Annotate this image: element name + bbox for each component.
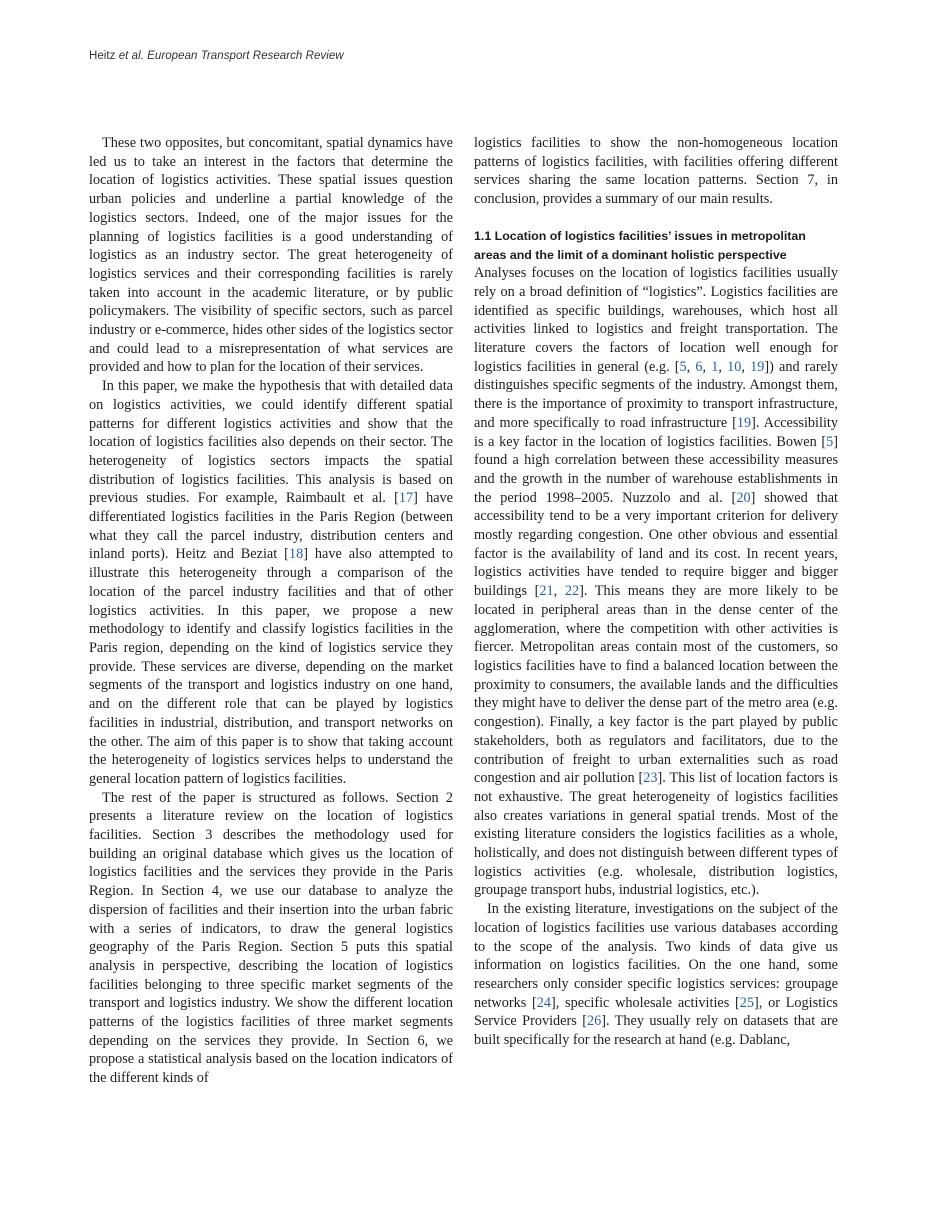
section-heading-1-1: 1.1 Location of logistics facilities’ issues in metropolitan areas and the limit of a dominant holistic perspective <box>474 228 806 262</box>
citation-link[interactable]: 6 <box>695 358 703 375</box>
citation-link[interactable]: 21 <box>539 583 554 600</box>
paragraph-existing-literature <box>474 900 838 1050</box>
text-segment: ]. This means they are more likely to be located in peripheral areas than in the dense center of the agglomeration, where the competition with other activities is fiercer. Metropolitan areas contain most of the customers, so logistics facilities have to find a balanced location between the proximity to consumers, the available lands and the difficulties they might have to deliver the dense part of the metro area (e.g. congestion). Finally, a key factor is the part played by public stakeholders, both as regulators and facilitators, due to the contribution of freight to urban externalities such as road congestion and air pollution [ <box>474 583 839 787</box>
running-header <box>89 50 344 62</box>
citation-link[interactable]: 17 <box>398 490 414 507</box>
text-segment: In the existing literature, investigations on the subject of the location of logistics facilities use various databases according to the scope of the analysis. Two kinds of data give us information on logistics facilities. On the one hand, some researchers only consider specific logistics services: groupage networks [ <box>474 901 838 1011</box>
paragraph-structure: The rest of the paper is structured as follows. Section 2 presents a literature review on the location of logistics facilities. Section 3 describes the methodology used for building an original database which gives us the location of logistics facilities and the services they provide in the Paris Region. In Section 4, we use our database to analyze the dispersion of facilities and their insertion into the urban fabric with a series of indicators, to draw the general logistics geography of the Paris Region. Section 5 puts this spatial analysis in perspective, describing the location of logistics facilities belonging to three specific market segments of the transport and logistics industry. We show the different location patterns of the logistics facilities of three market segments depending on the services they provide. In Section 6, we propose a statistical analysis based on the location indicators of the different kinds of <box>89 789 453 1087</box>
text-segment: Analyses focuses on the location of logistics facilities usually rely on a broad definition of “logistics”. Logistics facilities are identified as specific buildings, warehouses, which host all activities linked to logistics and freight transportation. The literature covers the factors of location well enough for logistics facilities in general (e.g. [ <box>474 265 838 375</box>
text-segment: In this paper, we make the hypothesis that with detailed data on logistics activities, we could identify different spatial patterns for different logistics activities and show that the location of logistics facilities also depends on their sector. The heterogeneity of logistics sectors impacts the spatial distribution of logistics facilities. This analysis is based on previous studies. For example, Raimbault et al. [ <box>89 378 453 507</box>
paragraph-intro-spatial-dynamics: These two opposites, but concomitant, spatial dynamics have led us to take an interest in the factors that determine the location of logistics activities. These spatial issues question urban policies and underline a partial knowledge of the logistics sectors. Indeed, one of the major issues for the planning of logistics facilities is a good understanding of logistics as an industry sector. The great heterogeneity of logistics services and their corresponding facilities is rarely taken into account in the academic literature, or by public policymakers. The visibility of specific sectors, such as parcel industry or e-commerce, hides other sides of the logistics sector and could lead to a misrepresentation of what services are provided and how to plan for the location of their services. <box>89 135 453 376</box>
citation-link[interactable]: 5 <box>826 433 834 450</box>
citation-link[interactable]: 22 <box>564 583 580 600</box>
citation-link[interactable]: 10 <box>727 358 742 375</box>
left-column <box>89 134 453 1088</box>
text-segment: ]) and rarely distinguishes specific segments of the industry. Amongst them, there is the importance of proximity to transport infrastructure, and more specifically to road infrastructure [ <box>474 358 839 431</box>
paragraph-location-factors: Analyses focuses on the location of logistics facilities usually rely on a broad definition of “logistics”. Logistics facilities are identified as specific buildings, warehouses, which host all activities linked to logistics and freight transportation. The literature covers the factors of location well enough for logistics facilities in general (e.g. [5, 6, 1, 10, 19]) and rarely distinguishes specific segments of the industry. Amongst them, there is the importance of proximity to transport infrastructure, and more specifically to road infrastructure [19]. Accessibility is a key factor in the location of logistics facilities. Bowen [5] found a high correlation between these accessibility measures and the growth in the number of warehouse establishments in the period 1998–2005. Nuzzolo and al. [20] showed that accessibility tend to be a very important criterion for delivery mostly regarding congestion. One other obvious and essential factor is the availability of land and its cost. In recent years, logistics activities have tended to require bigger and bigger buildings [21, 22]. This means they are more likely to be located in peripheral areas than in the dense center of the agglomeration, where the competition with other activities is fiercer. Metropolitan areas contain most of the customers, so logistics facilities have to find a balanced location between the proximity to consumers, the available lands and the difficulties they might have to deliver the dense part of the metro area (e.g. congestion). Finally, a key factor is the part played by public stakeholders, both as regulators and facilitators, due to the contribution of freight to urban externalities such as road congestion and air pollution [23]. This list of location factors is not exhaustive. The great heterogeneity of logistics facilities also creates variations in general spatial trends. Most of the existing literature considers the logistics facilities as a whole, holistically, and does not distinguish between different types of logistics activities (e.g. wholesale, distribution logistics, groupage transport hubs, industrial logistics, etc.). <box>474 265 839 899</box>
citation-link[interactable]: 19 <box>750 358 765 375</box>
header-author: Heitz <box>89 50 119 62</box>
citation-link[interactable]: 20 <box>736 489 751 506</box>
paragraph-hypothesis <box>89 377 453 788</box>
citation-link[interactable]: 23 <box>643 770 658 787</box>
citation-link[interactable]: 18 <box>288 546 304 563</box>
paragraph-continuation: logistics facilities to show the non-homogeneous location patterns of logistics facilities, with facilities offering different services sharing the same location patterns. Section 7, in conclusion, provides a summary of our main results. <box>474 135 838 208</box>
citation-link[interactable]: 24 <box>536 994 551 1011</box>
text-segment: ] have differentiated logistics facilities in the Paris Region (between what they call the parcel industry, distribution centers and inland ports). Heitz and Beziat [ <box>89 490 453 563</box>
text-segment: ] found a high correlation between these accessibility measures and the growth in the number of warehouse establishments in the period 1998–2005. Nuzzolo and al. [ <box>474 433 838 506</box>
header-journal: European Transport Research Review <box>143 50 344 62</box>
text-segment: ], specific wholesale activities [ <box>551 994 740 1011</box>
text-segment: ] have also attempted to illustrate this heterogeneity through a comparison of the location of the parcel industry facilities and that of other logistics activities. In this paper, we propose a new methodology to identify and classify logistics facilities in the Paris region, depending on the kind of logistics service they provide. These services are diverse, depending on the market segments of the transport and logistics industry on one hand, and on the different role that can be played by logistics facilities in industrial, distribution, and transport networks on the other. The aim of this paper is to show that taking account the heterogeneity of logistics services helps to understand the general location pattern of logistics facilities. <box>89 546 453 787</box>
text-segment: ]. They usually rely on datasets that are built specifically for the research at hand (e.g. Dablanc, <box>474 1013 838 1049</box>
citation-link[interactable]: 25 <box>739 994 755 1011</box>
header-etal: et al. <box>118 50 144 62</box>
text-segment: ], or Logistics Service Providers [ <box>474 994 838 1030</box>
text-segment: ]. Accessibility is a key factor in the location of logistics facilities. Bowen [ <box>474 414 838 450</box>
right-column <box>474 134 838 1050</box>
citation-link[interactable]: 1 <box>711 358 719 375</box>
text-segment: ]. This list of location factors is not exhaustive. The great heterogeneity of logistics facilities also creates variations in general spatial trends. Most of the existing literature considers the logistics facilities as a whole, holistically, and does not distinguish between different types of logistics activities (e.g. wholesale, distribution logistics, groupage transport hubs, industrial logistics, etc.). <box>474 770 838 899</box>
text-segment: ] showed that accessibility tend to be a very important criterion for delivery mostly regarding congestion. One other obvious and essential factor is the availability of land and its cost. In recent years, logistics activities have tended to require bigger and bigger buildings [ <box>474 489 838 600</box>
citation-link[interactable]: 19 <box>736 414 752 431</box>
citation-link[interactable]: 5 <box>679 358 687 375</box>
citation-link[interactable]: 26 <box>586 1013 602 1030</box>
